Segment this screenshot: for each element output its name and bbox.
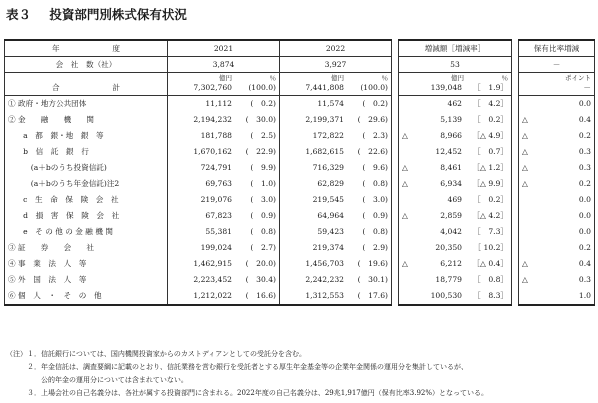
increase-triangle: △ xyxy=(402,131,408,140)
table-number: 表３ xyxy=(6,7,32,22)
holdings-table xyxy=(4,39,595,306)
value-2021: 69,763 xyxy=(205,179,232,188)
notes xyxy=(6,348,488,400)
increase-rate: ［ 0.7］ xyxy=(473,147,508,156)
share-change: 0.0 xyxy=(578,195,591,204)
row-label: ④ 事 業 法 人 等 xyxy=(5,256,168,272)
pct-2021: ( 2.5) xyxy=(250,131,276,140)
unit-oku: 億円 xyxy=(219,74,232,82)
increase-rate: ［△ 1.2］ xyxy=(472,163,508,172)
table-row xyxy=(5,176,595,192)
increase-rate: ［ 0.8］ xyxy=(473,275,508,284)
value-2022: 11,574 xyxy=(317,99,344,108)
total-2022-value: 7,441,808 xyxy=(305,83,344,92)
total-label-right: 計 xyxy=(112,83,120,92)
pct-2022: ( 2.9) xyxy=(362,243,388,252)
table-row xyxy=(5,224,595,240)
increase-rate: ［△ 0.4］ xyxy=(472,259,508,268)
pct-2022: ( 0.2) xyxy=(362,99,388,108)
table-row xyxy=(5,272,595,288)
row-label: d 損 害 保 険 会 社 xyxy=(5,208,168,224)
value-2021: 181,788 xyxy=(200,131,232,140)
value-2022: 1,312,553 xyxy=(305,291,344,300)
value-2022: 1,456,703 xyxy=(305,259,344,268)
share-change: 0.3 xyxy=(578,275,591,284)
note-2-cont: 公的年金の運用分については含まれていない。 xyxy=(6,376,188,384)
company-count-share: － xyxy=(519,56,595,72)
value-2022: 62,829 xyxy=(317,179,344,188)
value-2021: 2,194,232 xyxy=(193,115,232,124)
row-label: c 生 命 保 険 会 社 xyxy=(5,192,168,208)
row-label: ⑤ 外 国 法 人 等 xyxy=(5,272,168,288)
total-2022-pct: (100.0) xyxy=(360,83,388,92)
pct-2022: ( 9.6) xyxy=(362,163,388,172)
increase-triangle: △ xyxy=(402,163,408,172)
pct-2021: ( 3.0) xyxy=(250,195,276,204)
increase-amount: 100,530 xyxy=(430,291,462,300)
increase-rate: ［ 0.2］ xyxy=(473,195,508,204)
pct-2022: ( 0.8) xyxy=(362,179,388,188)
pct-2022: ( 0.8) xyxy=(362,227,388,236)
value-2021: 11,112 xyxy=(205,99,232,108)
increase-rate: ［△ 4.2］ xyxy=(472,211,508,220)
header-nendo-right: 度 xyxy=(112,43,120,53)
total-label-left: 合 xyxy=(52,83,60,92)
total-row xyxy=(5,72,595,95)
row-label: e そ の 他 の 金 融 機 関 xyxy=(5,224,168,240)
pct-2021: ( 0.9) xyxy=(250,211,276,220)
increase-amount: 462 xyxy=(447,99,462,108)
share-triangle: △ xyxy=(522,115,528,124)
share-change: 0.0 xyxy=(578,227,591,236)
value-2022: 219,545 xyxy=(312,195,344,204)
note-3: ３．上場会社の自己名義分は、各社が属する投資部門に含まれる。2022年度の自己名義分は、29兆1,917億円（保有比率3.92%）となっている。 xyxy=(6,389,488,397)
table-title-text: 投資部門別株式保有状況 xyxy=(49,7,187,22)
total-rate: ［ 1.9］ xyxy=(473,83,508,92)
unit-oku: 億円 xyxy=(331,74,344,82)
increase-rate: ［ 8.3］ xyxy=(473,291,508,300)
value-2022: 2,199,371 xyxy=(305,115,344,124)
header-increase: 増減額［増減率］ xyxy=(399,40,512,56)
company-count-row xyxy=(5,56,595,72)
increase-rate: ［ 10.2］ xyxy=(473,243,508,252)
unit-pct: ％ xyxy=(381,74,388,82)
company-count-increase: 53 xyxy=(399,56,512,72)
table-row xyxy=(5,144,595,160)
table-title xyxy=(6,5,187,23)
increase-amount: 20,350 xyxy=(435,243,462,252)
pct-2021: ( 0.8) xyxy=(250,227,276,236)
value-2021: 724,791 xyxy=(200,163,232,172)
note-1: （注）１．信託銀行については、国内機関投資家からのカストディアンとしての受託分を含む。 xyxy=(6,350,307,358)
share-change: 0.0 xyxy=(578,211,591,220)
value-2022: 172,822 xyxy=(312,131,344,140)
header-2021: 2021 xyxy=(168,40,280,56)
unit-oku: 億円 xyxy=(451,74,464,82)
increase-amount: 8,966 xyxy=(440,131,462,140)
value-2022: 1,682,615 xyxy=(305,147,344,156)
value-2022: 2,242,232 xyxy=(305,275,344,284)
pct-2022: ( 3.0) xyxy=(362,195,388,204)
unit-point: ポイント xyxy=(565,74,591,82)
company-count-label: 会 社 数（社） xyxy=(5,56,168,72)
increase-amount: 8,461 xyxy=(440,163,462,172)
increase-rate: ［ 7.3］ xyxy=(473,227,508,236)
value-2022: 716,329 xyxy=(312,163,344,172)
row-label: (a＋bのうち年金信託)注2 xyxy=(5,176,168,192)
pct-2021: ( 30.0) xyxy=(245,115,276,124)
share-change: 0.2 xyxy=(578,131,591,140)
total-2021-pct: (100.0) xyxy=(248,83,276,92)
table-row xyxy=(5,192,595,208)
share-triangle: △ xyxy=(522,163,528,172)
row-label: ③ 証 券 会 社 xyxy=(5,240,168,256)
value-2021: 55,381 xyxy=(205,227,232,236)
increase-amount: 5,139 xyxy=(440,115,462,124)
value-2021: 1,462,915 xyxy=(193,259,232,268)
pct-2022: ( 19.6) xyxy=(357,259,388,268)
row-label: ② 金 融 機 関 xyxy=(5,112,168,128)
row-label: b 信 託 銀 行 xyxy=(5,144,168,160)
share-triangle: △ xyxy=(522,179,528,188)
increase-amount: 2,859 xyxy=(440,211,462,220)
increase-triangle: △ xyxy=(402,179,408,188)
pct-2022: ( 2.3) xyxy=(362,131,388,140)
share-triangle: △ xyxy=(522,259,528,268)
share-change: 0.4 xyxy=(578,259,591,268)
value-2021: 1,212,022 xyxy=(193,291,232,300)
share-change: 0.2 xyxy=(578,179,591,188)
increase-amount: 12,452 xyxy=(435,147,462,156)
share-change: 0.4 xyxy=(578,115,591,124)
share-triangle: △ xyxy=(522,275,528,284)
increase-amount: 4,042 xyxy=(440,227,462,236)
header-nendo-left: 年 xyxy=(52,43,60,53)
value-2021: 1,670,162 xyxy=(193,147,232,156)
share-change: 0.2 xyxy=(578,243,591,252)
total-2021-value: 7,302,760 xyxy=(193,83,232,92)
increase-amount: 469 xyxy=(447,195,462,204)
unit-pct: ％ xyxy=(501,74,508,82)
pct-2021: ( 16.6) xyxy=(245,291,276,300)
increase-rate: ［ 4.2］ xyxy=(473,99,508,108)
table-row xyxy=(5,256,595,272)
value-2021: 67,823 xyxy=(205,211,232,220)
total-increase: 139,048 xyxy=(430,83,462,92)
increase-rate: ［△ 9.9］ xyxy=(472,179,508,188)
table-row xyxy=(5,95,595,112)
row-label: ① 政府・地方公共団体 xyxy=(5,95,168,112)
share-triangle: △ xyxy=(522,147,528,156)
increase-triangle: △ xyxy=(402,211,408,220)
value-2021: 219,076 xyxy=(200,195,232,204)
table-row xyxy=(5,208,595,224)
pct-2021: ( 0.2) xyxy=(250,99,276,108)
value-2021: 2,223,452 xyxy=(193,275,232,284)
pct-2021: ( 20.0) xyxy=(245,259,276,268)
pct-2021: ( 30.4) xyxy=(245,275,276,284)
pct-2022: ( 29.6) xyxy=(357,115,388,124)
table-row xyxy=(5,240,595,256)
share-change: 0.3 xyxy=(578,163,591,172)
share-change: 1.0 xyxy=(578,291,591,300)
pct-2022: ( 30.1) xyxy=(357,275,388,284)
share-change: 0.0 xyxy=(578,99,591,108)
company-count-2021: 3,874 xyxy=(168,56,280,72)
increase-amount: 18,779 xyxy=(435,275,462,284)
table-row xyxy=(5,288,595,305)
share-triangle: △ xyxy=(522,131,528,140)
increase-rate: ［△ 4.9］ xyxy=(472,131,508,140)
increase-amount: 6,934 xyxy=(440,179,462,188)
header-2022: 2022 xyxy=(280,40,392,56)
table-row xyxy=(5,128,595,144)
row-label: a 都 銀・地 銀 等 xyxy=(5,128,168,144)
table-row xyxy=(5,112,595,128)
increase-rate: ［ 0.2］ xyxy=(473,115,508,124)
pct-2022: ( 22.6) xyxy=(357,147,388,156)
table-row xyxy=(5,160,595,176)
increase-triangle: △ xyxy=(402,259,408,268)
company-count-2022: 3,927 xyxy=(280,56,392,72)
pct-2022: ( 0.9) xyxy=(362,211,388,220)
increase-amount: 6,212 xyxy=(440,259,462,268)
header-row xyxy=(5,40,595,56)
pct-2021: ( 22.9) xyxy=(245,147,276,156)
share-change: 0.3 xyxy=(578,147,591,156)
header-share-change: 保有比率増減 xyxy=(519,40,595,56)
total-share-change: － xyxy=(583,83,591,92)
pct-2021: ( 1.0) xyxy=(250,179,276,188)
row-label: ⑥ 個 人 ・ そ の 他 xyxy=(5,288,168,305)
value-2021: 199,024 xyxy=(200,243,232,252)
unit-pct: ％ xyxy=(269,74,276,82)
pct-2021: ( 9.9) xyxy=(250,163,276,172)
value-2022: 59,423 xyxy=(317,227,344,236)
value-2022: 64,964 xyxy=(317,211,344,220)
note-2: ２．年金信託は、調査要綱に記載のとおり、信託業務を営む銀行を受託者とする厚生年金基金等の企業年金関係の運用分を集計しているが、 xyxy=(6,363,468,371)
row-label: (a＋bのうち投資信託) xyxy=(5,160,168,176)
pct-2021: ( 2.7) xyxy=(250,243,276,252)
value-2022: 219,374 xyxy=(312,243,344,252)
pct-2022: ( 17.6) xyxy=(357,291,388,300)
